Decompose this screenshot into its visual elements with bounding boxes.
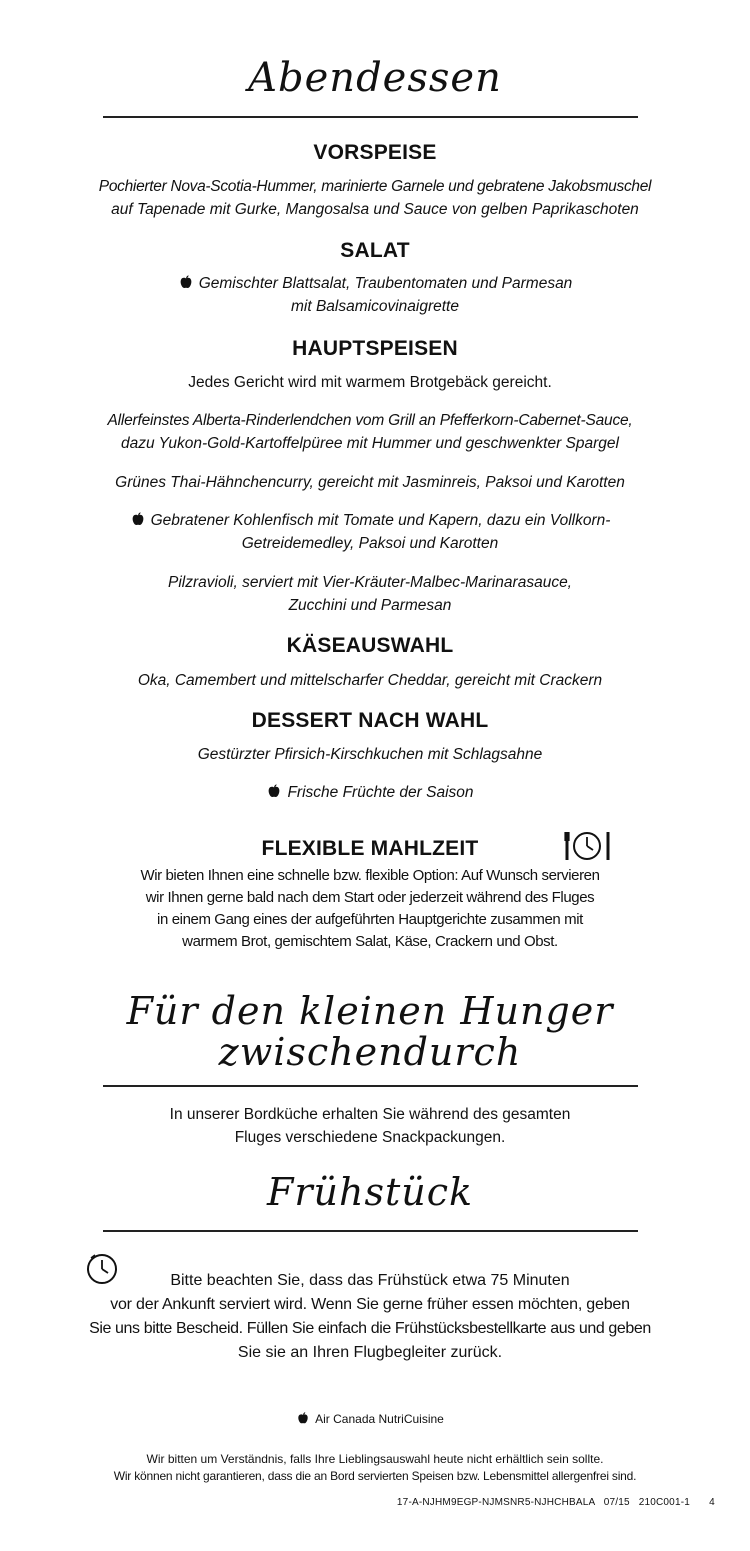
snack-title-line-2: zwischendurch bbox=[218, 1030, 522, 1074]
main-dish-3-line-1-text: Gebratener Kohlenfisch mit Tomate und Kapern, dazu ein Vollkorn- bbox=[150, 512, 611, 529]
salad-line-2: mit Balsamicovinaigrette bbox=[291, 298, 459, 315]
apple-icon bbox=[178, 274, 194, 290]
main-dish-2: Grünes Thai-Hähnchencurry, gereicht mit Jasminreis, Paksoi und Karotten bbox=[115, 474, 625, 491]
breakfast-line-2: vor der Ankunft serviert wird. Wenn Sie gerne früher essen möchten, geben bbox=[110, 1296, 630, 1313]
dessert-option-1: Gestürzter Pfirsich-Kirschkuchen mit Schlagsahne bbox=[197, 746, 543, 763]
apple-icon bbox=[296, 1411, 310, 1425]
snack-title-rule bbox=[103, 1085, 638, 1087]
cheese-heading: KÄSEAUSWAHL bbox=[286, 634, 454, 657]
disclaimer-line-1: Wir bitten um Verständnis, falls Ihre Lieblingsauswahl heute nicht erhältlich sein sollte. bbox=[146, 1452, 604, 1466]
salad-line-1 bbox=[0, 273, 750, 295]
dinner-title-rule bbox=[103, 116, 638, 118]
flexible-line-1: Wir bieten Ihnen eine schnelle bzw. flexible Option: Auf Wunsch servieren bbox=[140, 867, 600, 884]
disclaimer-line-2: Wir können nicht garantieren, dass die an Bord servierten Speisen bzw. Lebensmittel allergenfrei sind. bbox=[113, 1469, 637, 1483]
flexible-line-4: warmem Brot, gemischtem Salat, Käse, Crackern und Obst. bbox=[182, 933, 558, 950]
main-dish-1-line-1: Allerfeinstes Alberta-Rinderlendchen vom Grill an Pfefferkorn-Cabernet-Sauce, bbox=[107, 412, 633, 429]
breakfast-line-3: Sie uns bitte Bescheid. Füllen Sie einfach die Frühstücksbestellkarte aus und geben bbox=[89, 1320, 651, 1337]
dinner-title: Abendessen bbox=[248, 55, 502, 101]
main-dish-1-line-2: dazu Yukon-Gold-Kartoffelpüree mit Hummer und geschwenkter Spargel bbox=[121, 435, 619, 452]
starter-line-2: auf Tapenade mit Gurke, Mangosalsa und Sauce von gelben Paprikaschoten bbox=[111, 201, 639, 218]
cheese-line: Oka, Camembert und mittelscharfer Cheddar, gereicht mit Crackern bbox=[137, 672, 603, 689]
apple-icon bbox=[266, 783, 282, 799]
main-dish-3-line-2: Getreidemedley, Paksoi und Karotten bbox=[241, 535, 499, 552]
plate-clock-icon bbox=[563, 828, 613, 864]
mains-intro: Jedes Gericht wird mit warmem Brotgebäck gereicht. bbox=[188, 374, 552, 391]
page-number: 4 bbox=[709, 1497, 715, 1508]
breakfast-title-rule bbox=[103, 1230, 638, 1232]
breakfast-line-1: Bitte beachten Sie, dass das Frühstück etwa 75 Minuten bbox=[170, 1272, 570, 1289]
apple-icon bbox=[130, 511, 146, 527]
print-code: 17-A-NJHM9EGP-NJMSNR5-NJHCHBALA 07/15 210C001-1 bbox=[396, 1497, 690, 1508]
flexible-line-3: in einem Gang eines der aufgeführten Hauptgerichte zusammen mit bbox=[157, 911, 583, 928]
salad-heading: SALAT bbox=[340, 239, 410, 262]
starter-heading: VORSPEISE bbox=[313, 141, 437, 164]
main-dish-3-line-1 bbox=[0, 510, 740, 532]
starter-line-1: Pochierter Nova-Scotia-Hummer, marinierte Garnele und gebratene Jakobsmuschel bbox=[98, 178, 652, 195]
main-dish-4-line-1: Pilzravioli, serviert mit Vier-Kräuter-Malbec-Marinarasauce, bbox=[168, 574, 572, 591]
snack-title-line-1: Für den kleinen Hunger bbox=[126, 989, 614, 1033]
dessert-heading: DESSERT NACH WAHL bbox=[251, 709, 489, 732]
flexible-line-2: wir Ihnen gerne bald nach dem Start oder jederzeit während des Fluges bbox=[145, 889, 595, 906]
flexible-heading: FLEXIBLE MAHLZEIT bbox=[261, 837, 479, 860]
breakfast-title: Frühstück bbox=[266, 1170, 474, 1214]
mains-heading: HAUPTSPEISEN bbox=[292, 337, 458, 360]
dessert-option-2 bbox=[0, 782, 740, 804]
main-dish-4-line-2: Zucchini und Parmesan bbox=[288, 597, 452, 614]
salad-line-1-text: Gemischter Blattsalat, Traubentomaten und Parmesan bbox=[198, 275, 573, 292]
nutricuisine-legend-text: Air Canada NutriCuisine bbox=[315, 1412, 444, 1426]
breakfast-line-4: Sie sie an Ihren Flugbegleiter zurück. bbox=[237, 1344, 503, 1361]
snack-line-1: In unserer Bordküche erhalten Sie während des gesamten bbox=[169, 1106, 571, 1123]
snack-line-2: Fluges verschiedene Snackpackungen. bbox=[234, 1129, 506, 1146]
nutricuisine-legend bbox=[0, 1411, 740, 1428]
dessert-option-2-text: Frische Früchte der Saison bbox=[287, 784, 474, 801]
